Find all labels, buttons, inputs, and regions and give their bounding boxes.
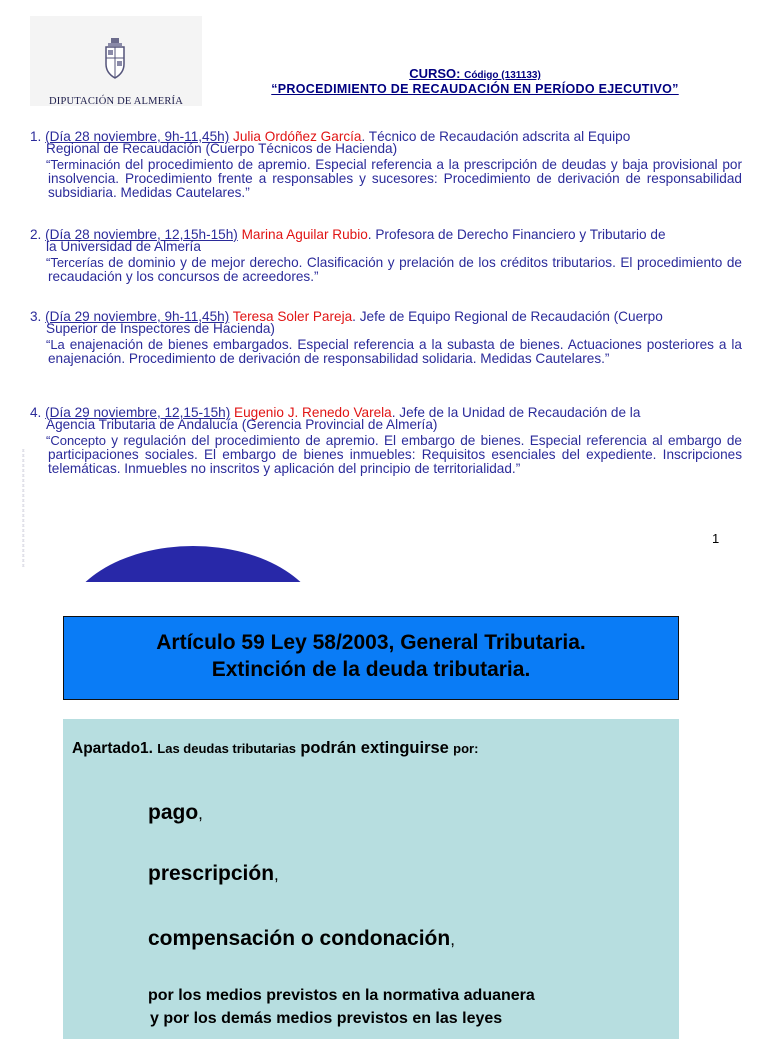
means-item	[148, 801, 203, 825]
speaker-role-cont: Agencia Tributaria de Andalucía (Gerencia Provincial de Almería)	[46, 417, 438, 432]
means-item	[148, 862, 279, 886]
item-number: 3.	[30, 309, 42, 324]
speaker-role: . Jefe de la Unidad de Recaudación de la	[391, 405, 641, 420]
footer-line-1: por los medios previstos en la normativa aduanera	[148, 987, 535, 1004]
item-number: 1.	[30, 129, 42, 144]
session-date-link[interactable]: (Día 29 noviembre, 12,15-15h)	[45, 405, 231, 420]
description-text: de dominio y de mejor derecho. Clasificación y prelación de los créditos tributarios. El procedimiento de recaudación y los concursos de acreedores.”	[48, 255, 742, 284]
description-first-word: “Concepto	[46, 433, 106, 448]
session-item	[30, 229, 742, 284]
description-text: enajenación de bienes embargados. Especial referencia a la subasta de bienes. Actuaciones posteriores a la enajenación. Procedimiento de derivación de responsabilidad solidaria. Medidas Cautelares.”	[48, 337, 742, 366]
speaker-name: Marina Aguilar Rubio	[241, 227, 368, 242]
slide-2	[0, 582, 768, 1027]
speaker-role-cont: Superior de Inspectores de Hacienda)	[46, 321, 275, 336]
course-heading	[205, 66, 745, 96]
item-number: 4.	[30, 405, 42, 420]
course-title: “PROCEDIMIENTO DE RECAUDACIÓN EN PERÍODO EJECUTIVO”	[271, 82, 679, 96]
title-line-1: Artículo 59 Ley 58/2003, General Tributaria.	[156, 631, 586, 654]
decorative-dome	[62, 546, 324, 582]
description-first-word: “Tercerías	[46, 255, 104, 270]
decorative-strip: ΞΞΞΞΞΞΞΞΞΞΞΞΞΞΞΞΞΞΞΞΞΞΞΞ	[22, 448, 25, 568]
description-text: y regulación del procedimiento de apremio. El embargo de bienes. Especial referencia al embargo de participaciones sociales. El embargo de bienes inmuebles: Requisitos esenciales del expediente. Inscripciones telemáticas. Inmuebles no inscritos y aplicación del principio de territorialidad.”	[48, 433, 742, 476]
means-item	[148, 927, 455, 951]
session-item	[30, 131, 742, 200]
coat-of-arms-icon	[102, 36, 128, 82]
title-line-2: Extinción de la deuda tributaria.	[211, 658, 531, 681]
apartado-text-3: por:	[453, 741, 479, 756]
session-description	[30, 338, 742, 366]
description-first-word: “Terminación	[46, 157, 121, 172]
content-box	[63, 719, 679, 1039]
session-item	[30, 407, 742, 476]
session-description	[30, 434, 742, 476]
speaker-role-cont: Regional de Recaudación (Cuerpo Técnicos de Hacienda)	[46, 141, 398, 156]
logo	[30, 16, 202, 106]
means-text: prescripción	[148, 862, 275, 885]
apartado-line	[72, 739, 478, 758]
apartado-text-2: podrán extinguirse	[300, 739, 449, 757]
speaker-name: Julia Ordóñez García	[233, 129, 362, 144]
speaker-role: . Jefe de Equipo Regional de Recaudación (Cuerpo	[352, 309, 663, 324]
footer-line-2: y por los demás medios previstos en las leyes	[150, 1010, 503, 1027]
page-number: 1	[712, 531, 720, 546]
means-text: pago	[148, 801, 199, 824]
speaker-name: Eugenio J. Renedo Varela	[234, 405, 392, 420]
session-date-link[interactable]: (Día 28 noviembre, 12,15h-15h)	[45, 227, 238, 242]
speaker-role-cont: la Universidad de Almería	[46, 239, 201, 254]
speaker-role: . Profesora de Derecho Financiero y Tributario de	[367, 227, 666, 242]
means-separator: ,	[450, 930, 455, 949]
course-label: CURSO:	[409, 66, 461, 81]
speaker-name: Teresa Soler Pareja	[232, 309, 353, 324]
description-text: del procedimiento de apremio. Especial referencia a la prescripción de deudas y baja provisional por insolvencia. Procedimiento frente a responsables y sucesores: Procedimiento de derivación de responsabilidad subsidiaria. Medidas Cautelares.”	[48, 157, 742, 200]
apartado-label: Apartado1.	[72, 740, 153, 757]
speaker-role: . Técnico de Recaudación adscrita al Equipo	[361, 129, 631, 144]
session-description	[30, 256, 742, 284]
session-description	[30, 158, 742, 200]
description-first-word: “La	[46, 337, 65, 352]
course-code: Código (131133)	[464, 70, 541, 81]
item-number: 2.	[30, 227, 42, 242]
means-separator: ,	[274, 865, 279, 884]
session-date-link[interactable]: (Día 28 noviembre, 9h-11,45h)	[45, 129, 230, 144]
means-separator: ,	[198, 804, 203, 823]
session-item	[30, 311, 742, 366]
title-box	[63, 616, 679, 700]
means-text: compensación o condonación	[148, 927, 451, 950]
apartado-text-1: Las deudas tributarias	[157, 741, 296, 756]
logo-text: DIPUTACIÓN DE ALMERÍA	[48, 96, 184, 107]
session-date-link[interactable]: (Día 29 noviembre, 9h-11,45h)	[45, 309, 230, 324]
